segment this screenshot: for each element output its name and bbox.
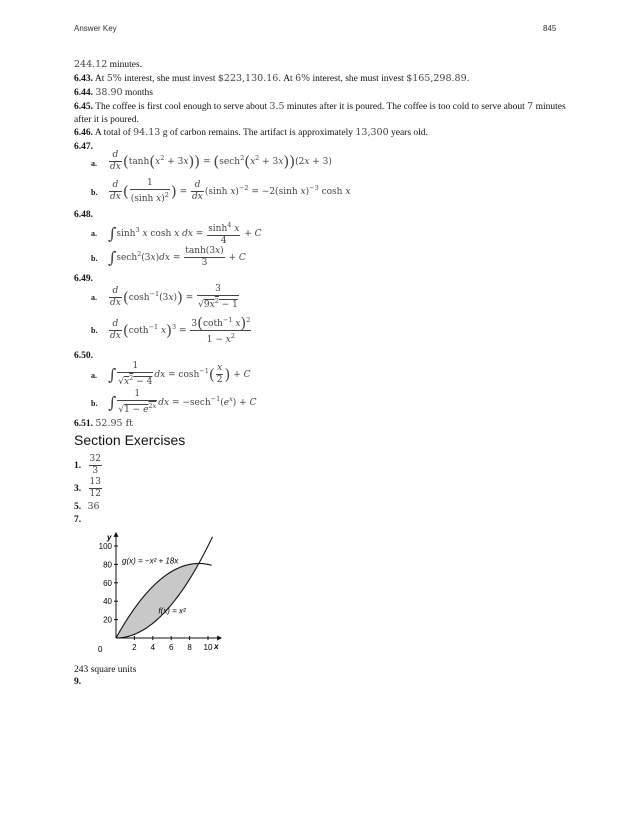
x-axis-arrow (217, 636, 222, 641)
y-axis-arrow (114, 532, 119, 537)
area-between-curves-chart (76, 530, 219, 655)
part-label: a. (91, 293, 97, 302)
answer-6-49: 6.49. (74, 274, 93, 284)
part-label: a. (91, 371, 97, 380)
answer-6-47: 6.47. (74, 142, 93, 152)
part-label: b. (91, 326, 98, 335)
answer-6-45: 6.45. The coffee is first cool enough to serve about 3.5 minutes after it is poured. The coffee is too cold to serve about 7 minutes (74, 101, 566, 112)
x-tick-label: 8 (187, 643, 192, 652)
equation-6-48a: $\int\sinh^3$ x cosh x dx = $\frac{\sinh^4 x}{4}$ + C (108, 221, 262, 246)
answer-6-45-continued: after it is poured. (74, 115, 139, 125)
equation-6-47a: $\frac{d}{dx}$ $(\tanh(x^2 + 3x)) = (\sec h^2(x^2 + 3x))(2x + 3)$ (110, 150, 332, 172)
answer-6-48: 6.48. (74, 210, 93, 220)
equation-6-49b: $\frac{d}{dx}$ (coth$^{-1}$ x)$^3$ = $\frac{3(\cot h^{-1} x)^2}{1 - x^2}$ (110, 314, 251, 345)
y-tick-label: 100 (98, 542, 112, 551)
x-tick-label: 10 (203, 643, 213, 652)
y-axis-label: y (107, 532, 112, 542)
equation-6-47b: $\frac{d}{dx}$ ( $\frac{1}{(\sinh x)^2}$ ) = $\frac{d}{dx}$ (sinh x)$^{-2}$ = −2(sinh x)$^{-3}$ cosh x (110, 178, 351, 204)
part-label: b. (91, 399, 98, 408)
y-tick-label: 20 (103, 615, 112, 625)
exercise-7-answer: 243 square units (74, 665, 137, 675)
part-label: a. (91, 229, 97, 238)
equation-6-50b: ∫ $\frac{1}{√1 - e^{2x}}$ dx = $-\sec h^{-1}(e^x) + C$ (108, 389, 257, 415)
part-label: a. (91, 159, 97, 168)
answer-6-46: 6.46. A total of 94.13 g of carbon remains. The artifact is approximately 13,300 years old. (74, 127, 428, 138)
exercise-9: 9. (74, 677, 82, 687)
equation-6-48b: ∫sech$^2$(3x)dx = $\frac{\tanh(3x)}{3}$ + C (108, 246, 246, 268)
answer-642-tail: 244.12 minutes. (74, 59, 143, 70)
x-axis-label: x (214, 642, 219, 651)
page-number: 845 (543, 24, 557, 33)
y-tick-label: 60 (103, 578, 112, 588)
part-label: b. (91, 254, 98, 263)
series-label-f: f(x) = x² (158, 606, 186, 616)
origin-label: 0 (98, 645, 103, 654)
equation-6-50a: ∫ $\frac{1}{√x^2 - 4}$ dx = $\cosh^{-1}$( $\frac{x}{2}$ ) + C (108, 361, 251, 387)
y-tick-label: 40 (103, 597, 112, 607)
answer-6-43: 6.43. At 5% interest, she must invest $223,130.16. At 6% interest, she must invest $165,298.89. (74, 73, 470, 84)
x-tick-label: 4 (150, 643, 156, 652)
exercise-1: 1. $\frac{32}{3}$ (74, 454, 101, 476)
equation-6-49a: $\frac{d}{dx}$ $(\cosh^{-1}(3x))$ = $\frac{3}{√9x^2 - 1}$ (110, 284, 238, 310)
series-label-g: g(x) = −x² + 18x (122, 556, 179, 566)
answer-6-51: 6.51. 52.95 ft (74, 418, 133, 429)
header-left: Answer Key (74, 24, 117, 33)
part-label: b. (91, 188, 98, 197)
shaded-region (116, 563, 199, 638)
exercise-5: 5. 36 (74, 501, 100, 512)
exercise-3: 3. $\frac{13}{12}$ (74, 477, 101, 499)
x-tick-label: 2 (132, 643, 137, 652)
x-tick-label: 6 (168, 643, 174, 652)
answer-6-50: 6.50. (74, 351, 93, 361)
y-tick-label: 80 (103, 560, 112, 570)
exercise-7: 7. (74, 515, 82, 525)
answer-6-44: 6.44. 38.90 months (74, 87, 153, 98)
section-title: Section Exercises (74, 432, 186, 448)
